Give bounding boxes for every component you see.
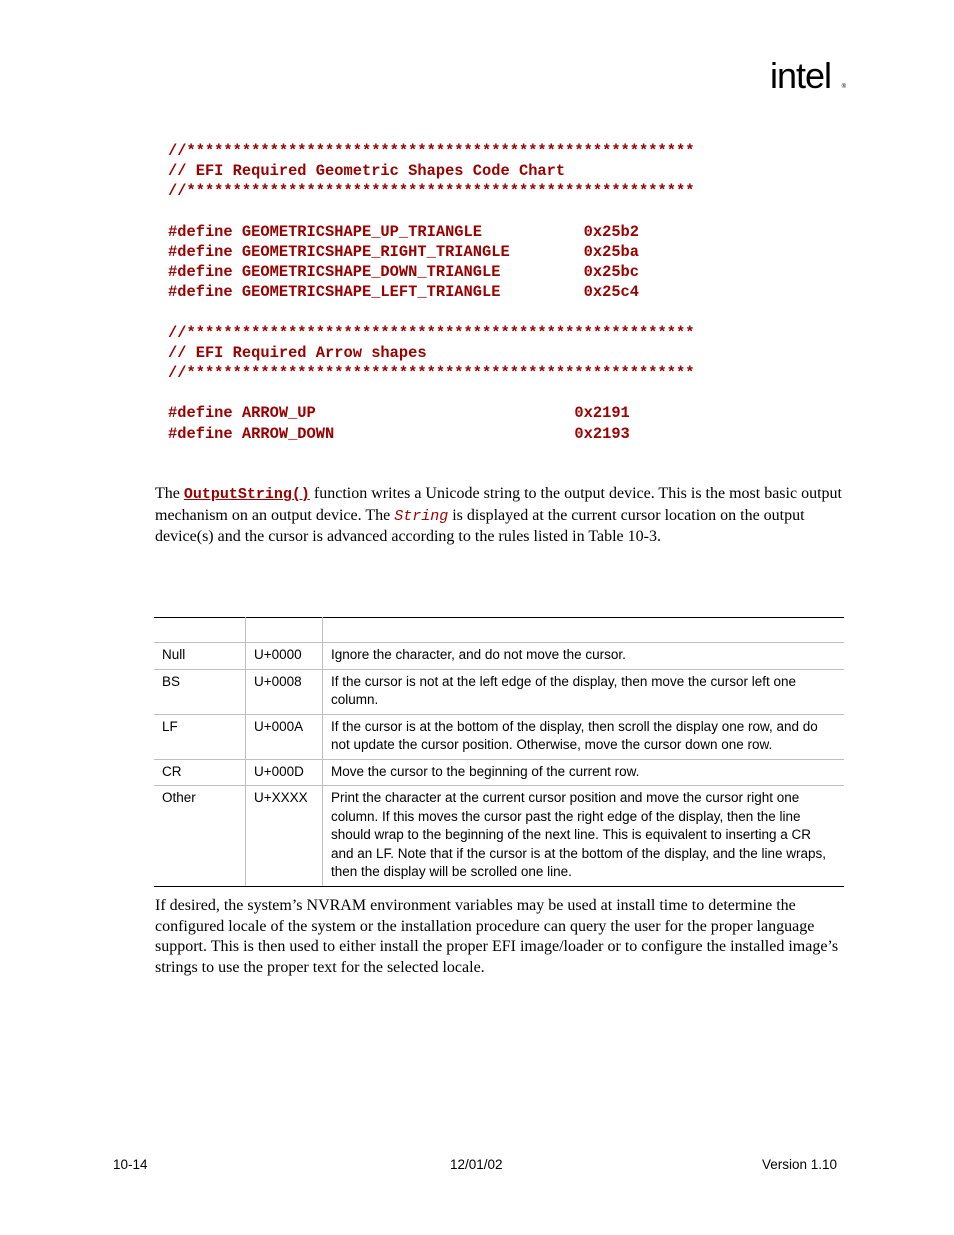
code-line: #define GEOMETRICSHAPE_RIGHT_TRIANGLE 0x25ba	[168, 242, 640, 261]
code-line	[168, 202, 694, 222]
table-cell: LF	[154, 714, 246, 759]
table-cell: If the cursor is at the bottom of the display, then scroll the display one row, and do not update the cursor position. Otherwise, move the cursor down one row.	[323, 714, 845, 759]
locale-paragraph: If desired, the system’s NVRAM environment variables may be used at install time to determine the configured locale of the system or the installation procedure can query the user for the proper language support. This is then used to either install the proper EFI image/loader or to configure the installed image’s strings to use the proper text for the selected locale.	[155, 897, 839, 977]
table-row	[154, 714, 844, 759]
code-line	[168, 383, 694, 403]
code-line: #define ARROW_DOWN 0x2193	[168, 424, 630, 443]
table-cell: Other	[154, 786, 246, 887]
code-line: // EFI Required Arrow shapes	[168, 343, 427, 362]
logo-wordmark: intel	[770, 55, 832, 96]
registered-mark: ®	[841, 84, 846, 90]
table-row	[154, 669, 844, 714]
table-cell: U+0000	[246, 643, 323, 670]
table-row	[154, 759, 844, 786]
table-header-cell	[154, 618, 246, 643]
table-cell: BS	[154, 669, 246, 714]
table-cell: If the cursor is not at the left edge of the display, then move the cursor left one column.	[323, 669, 845, 714]
table-header-cell	[246, 618, 323, 643]
code-line: #define GEOMETRICSHAPE_DOWN_TRIANGLE 0x25bc	[168, 263, 640, 282]
code-line: //*******************************************************	[168, 142, 695, 160]
table-cell: Null	[154, 643, 246, 670]
code-line: #define GEOMETRICSHAPE_LEFT_TRIANGLE 0x25c4	[168, 283, 640, 302]
footer-version: Version 1.10	[762, 1157, 838, 1172]
table-cell: Move the cursor to the beginning of the current row.	[323, 759, 845, 786]
string-param: String	[394, 507, 449, 525]
control-character-table	[154, 617, 844, 887]
outputstring-link[interactable]: OutputString()	[183, 486, 310, 503]
para1-post: is displayed at the current cursor location on the output device(s) and the cursor is advanced according to the rules listed in Table 10-3.	[155, 506, 805, 546]
code-line: #define GEOMETRICSHAPE_UP_TRIANGLE 0x25b2	[168, 222, 640, 241]
table-header-cell	[323, 618, 845, 643]
table-row	[154, 786, 844, 887]
intel-logo	[770, 55, 846, 104]
para1-pre: The	[155, 485, 184, 502]
table-row	[154, 643, 844, 670]
output-string-paragraph	[155, 484, 845, 548]
table-header-row	[154, 618, 844, 643]
footer-date: 12/01/02	[450, 1157, 503, 1172]
table-cell: U+000D	[246, 759, 323, 786]
code-line: //*******************************************************	[168, 182, 695, 201]
code-line: #define ARROW_UP 0x2191	[168, 404, 630, 423]
code-line: //*******************************************************	[168, 323, 695, 342]
code-line	[168, 303, 694, 323]
code-listing	[168, 141, 694, 444]
table-cell: U+0008	[246, 669, 323, 714]
table-cell: U+000A	[246, 714, 323, 759]
table-cell: Ignore the character, and do not move the cursor.	[323, 643, 845, 670]
code-line: //*******************************************************	[168, 364, 695, 383]
footer-page-number: 10-14	[113, 1157, 148, 1172]
table-cell: CR	[154, 759, 246, 786]
para1-mid: function writes a Unicode string to the output device. This is the most basic output mechanism on an output device. The	[155, 485, 842, 524]
table-cell: U+XXXX	[246, 786, 323, 887]
code-line: // EFI Required Geometric Shapes Code Chart	[168, 162, 566, 181]
table-cell: Print the character at the current cursor position and move the cursor right one column. If this moves the cursor past the right edge of the display, then the line should wrap to the beginning of the next line. This is equivalent to inserting a CR and an LF. Note that if the cursor is at the bottom of the display, and the line wraps, then the display will be scrolled one line.	[323, 786, 845, 887]
